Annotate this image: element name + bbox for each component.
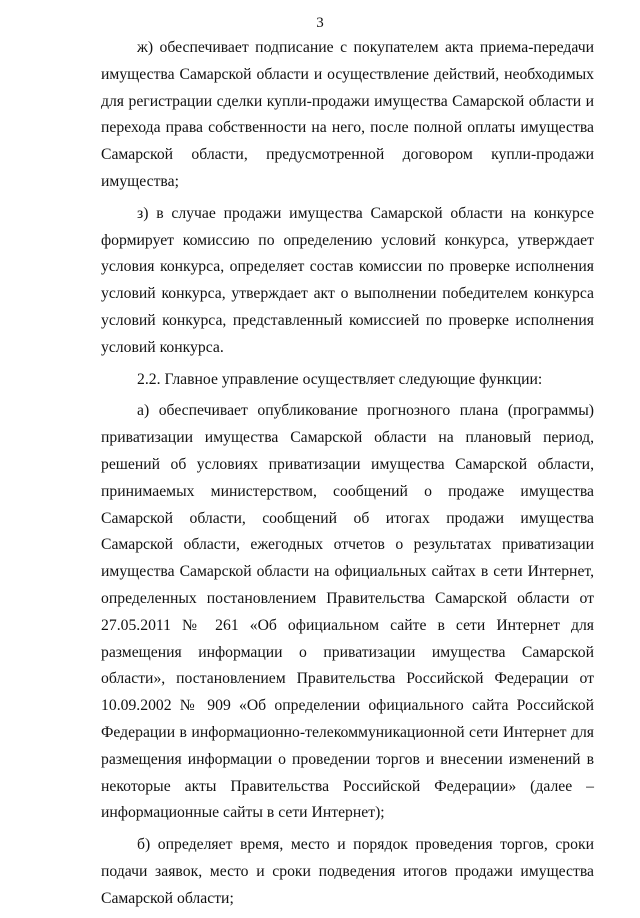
paragraph-zh: ж) обеспечивает подписание с покупателем акта приема-передачи имущества Самарской области и осуществление действий, необходимых для регистрации сделки купли-продажи имущества Самарской области и перехода права собственности на него, после полной оплаты имущества Самарской области, предусмотренной договором купли-продажи имущества;: [101, 39, 594, 190]
paragraph-z: з) в случае продажи имущества Самарской области на конкурсе формирует комиссию по определению условий конкурса, утверждает условия конкурса, определяет состав комиссии по проверке исполнения условий конкурса, утверждает акт о выполнении победителем конкурса условий конкурса, представленный комиссией по проверке исполнения условий конкурса.: [101, 204, 594, 356]
page-number: 3: [316, 15, 324, 31]
paragraph-b: б) определяет время, место и порядок проведения торгов, сроки подачи заявок, место и сроки подведения итогов продажи имущества Самарской области;: [101, 836, 594, 907]
section-2-2-heading: 2.2. Главное управление осуществляет следующие функции:: [137, 370, 543, 388]
paragraph-a: а) обеспечивает опубликование прогнозного плана (программы) приватизации имущества Самарской области на плановый период, решений об условиях приватизации имущества Самарской области, принимаемых министерством, сообщений о продаже имущества Самарской области, сообщений об итогах продажи имущества Самарской области, ежегодных отчетов о результатах приватизации имущества Самарской области на официальных сайтах в сети Интернет, определенных постановлением Правительства Самарской области от 27.05.2011 № 261 «Об официальном сайте в сети Интернет для размещения информации о приватизации имущества Самарской области», постановлением Правительства Российской Федерации от 10.09.2002 № 909 «Об определении официального сайта Российской Федерации в информационно-телекоммуникационной сети Интернет для размещения информации о проведении торгов и внесении изменений в некоторые акты Правительства Российской Федерации» (далее – информационные сайты в сети Интернет);: [101, 402, 594, 822]
document-body: [101, 35, 594, 918]
